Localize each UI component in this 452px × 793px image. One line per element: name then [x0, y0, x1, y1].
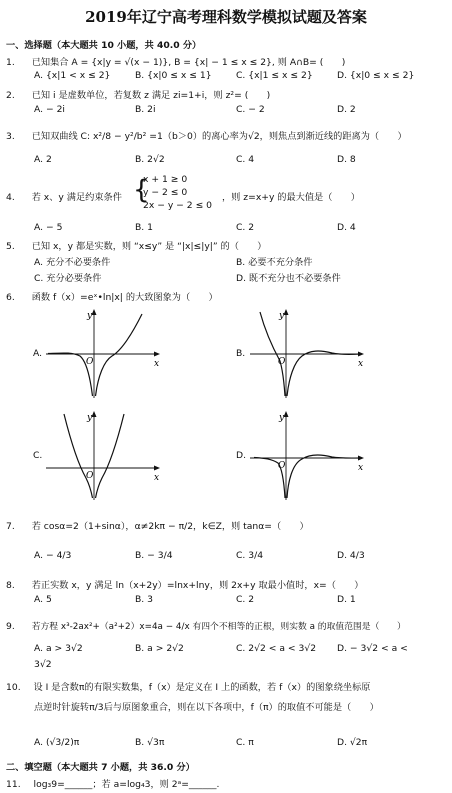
constraint-3: 2x − y − 2 ≤ 0 [143, 200, 213, 211]
q4-option-a: A. − 5 [34, 222, 63, 233]
q9-option-a: A. a > 3√2 [34, 643, 83, 654]
q6-option-b: B. [236, 348, 246, 359]
q10-option-a: A. (√3/2)π [34, 737, 80, 748]
q7-option-d: D. 4/3 [337, 550, 365, 561]
x-axis-arrow-icon [154, 352, 160, 357]
curve-right [287, 455, 360, 498]
y-label: y [279, 311, 285, 321]
q6-option-c: C. [33, 450, 43, 461]
origin-label: O [86, 357, 94, 367]
curve-right [96, 314, 143, 396]
question-2 [6, 87, 270, 101]
question-number: 2. [6, 90, 15, 101]
q2-option-c: C. − 2 [236, 104, 265, 115]
question-7 [6, 518, 309, 532]
y-label: y [279, 413, 285, 423]
y-axis-arrow-icon [284, 411, 289, 417]
q9-option-d: D. − 3√2 < a < [337, 643, 408, 654]
section-fill-heading: 二、填空题（本大题共 7 小题，共 36.0 分） [6, 762, 195, 773]
question-number: 11. [6, 779, 21, 790]
question-5 [6, 238, 266, 252]
x-label: x [154, 473, 160, 483]
question-number: 6. [6, 292, 15, 303]
y-axis-arrow-icon [92, 411, 97, 417]
question-text: 若方程 x³-2ax²+（a²+2）x=4a − 4/x 有四个不相等的正根，则实数 a 的取值范围是（ ） [31, 622, 406, 632]
question-8 [6, 577, 363, 591]
q8-option-c: C. 2 [236, 594, 255, 605]
y-axis-arrow-icon [284, 309, 289, 315]
graph-d [246, 408, 366, 502]
origin-label: O [278, 461, 286, 471]
question-number: 7. [6, 521, 15, 532]
q1-option-a: A. {x|1 < x ≤ 2} [34, 70, 111, 81]
question-text: 已知双曲线 C: x²/8 − y²/b² =1（b＞0）的离心率为√2，则焦点到渐近线的距离为（ ） [31, 131, 407, 142]
question-number: 8. [6, 580, 15, 591]
q9-option-d-tail: 3√2 [34, 659, 52, 670]
x-label: x [154, 359, 160, 369]
question-text: 已知 x，y 都是实数，则 “x≤y” 是 “|x|≤|y|” 的（ ） [31, 241, 267, 252]
q3-option-c: C. 4 [236, 154, 255, 165]
x-label: x [358, 463, 364, 473]
q4-option-c: C. 2 [236, 222, 255, 233]
question-text-line1: 设 I 是含数π的有限实数集，f（x）是定义在 I 上的函数，若 f（x）的图象绕坐标原 [33, 682, 371, 693]
question-text: log₃9=______；若 a=log₄3，则 2ᵃ=______. [33, 779, 220, 790]
x-axis-arrow-icon [154, 466, 160, 471]
q3-option-b: B. 2√2 [135, 154, 165, 165]
q6-option-d: D. [236, 450, 246, 461]
question-number: 1. [6, 57, 15, 68]
constraint-2: y − 2 ≤ 0 [143, 187, 188, 198]
q5-option-d: D. 既不充分也不必要条件 [236, 273, 341, 284]
question-6 [6, 289, 218, 303]
graph-b [246, 306, 366, 400]
question-11 [6, 776, 219, 790]
question-text-pre: 若 x、y 满足约束条件 [31, 192, 122, 203]
q4-option-d: D. 4 [337, 222, 356, 233]
origin-label: O [278, 357, 286, 367]
question-4 [6, 189, 122, 203]
q9-option-b: B. a > 2√2 [135, 643, 184, 654]
section-choice-heading: 一、选择题（本大题共 10 小题，共 40.0 分） [6, 40, 202, 51]
brace-icon: { [133, 175, 150, 205]
page-title: 2019年辽宁高考理科数学模拟试题及答案 [85, 8, 367, 26]
question-text-line2: 点逆时针旋转π/3后与原图象重合，则在以下各项中，f（π）的取值不可能是（ ） [34, 702, 379, 713]
y-label: y [87, 311, 93, 321]
question-9 [6, 619, 406, 632]
q7-option-c: C. 3/4 [236, 550, 264, 561]
question-number: 5. [6, 241, 15, 252]
q8-option-a: A. 5 [34, 594, 52, 605]
question-number: 9. [6, 621, 15, 632]
q3-option-a: A. 2 [34, 154, 52, 165]
q6-option-a: A. [33, 348, 43, 359]
graph-a [42, 306, 162, 400]
y-axis-arrow-icon [92, 309, 97, 315]
q2-option-b: B. 2i [135, 104, 156, 115]
y-label: y [87, 413, 93, 423]
q7-option-a: A. − 4/3 [34, 550, 72, 561]
q8-option-d: D. 1 [337, 594, 356, 605]
q1-option-c: C. {x|1 ≤ x ≤ 2} [236, 70, 313, 81]
curve-right [96, 414, 125, 498]
question-text: 函数 f（x）=eˣ•ln|x| 的大致图象为（ ） [31, 292, 218, 303]
question-1 [6, 54, 345, 68]
question-10 [6, 679, 370, 693]
q4-option-b: B. 1 [135, 222, 153, 233]
question-text: 若正实数 x，y 满足 ln（x+2y）=lnx+lny，则 2x+y 取最小值时，x=（ ） [31, 580, 364, 591]
question-number: 3. [6, 131, 15, 142]
question-number: 10. [6, 682, 21, 693]
q9-option-c: C. 2√2 < a < 3√2 [236, 643, 317, 654]
q8-option-b: B. 3 [135, 594, 153, 605]
q3-option-d: D. 8 [337, 154, 356, 165]
question-text: 若 cosα=2（1+sinα），α≠2kπ − π/2，k∈Z，则 tanα=（ ） [31, 521, 309, 532]
origin-label: O [86, 471, 94, 481]
q10-option-d: D. √2π [337, 737, 368, 748]
constraint-1: x + 1 ≥ 0 [143, 174, 188, 185]
q1-option-b: B. {x|0 ≤ x ≤ 1} [135, 70, 212, 81]
question-text: 已知集合 A = {x|y = √(x − 1)}, B = {x| − 1 ≤ x ≤ 2}, 则 A∩B= ( ) [31, 57, 346, 68]
q5-option-c: C. 充分必要条件 [34, 273, 102, 284]
q5-option-a: A. 充分不必要条件 [34, 257, 111, 268]
q2-option-d: D. 2 [337, 104, 356, 115]
curve-right [287, 351, 360, 396]
q5-option-b: B. 必要不充分条件 [236, 257, 313, 268]
q2-option-a: A. − 2i [34, 104, 65, 115]
q1-option-d: D. {x|0 ≤ x ≤ 2} [337, 70, 415, 81]
curve-left [64, 414, 93, 498]
question-text: 已知 i 是虚数单位，若复数 z 满足 zi=1+i，则 z²= ( ) [31, 90, 271, 101]
graph-c [42, 408, 162, 502]
q10-option-c: C. π [236, 737, 254, 748]
q10-option-b: B. √3π [135, 737, 165, 748]
q7-option-b: B. − 3/4 [135, 550, 173, 561]
question-number: 4. [6, 192, 15, 203]
question-3 [6, 128, 407, 142]
x-label: x [358, 359, 364, 369]
question-text-post: ，则 z=x+y 的最大值是（ ） [222, 192, 360, 203]
